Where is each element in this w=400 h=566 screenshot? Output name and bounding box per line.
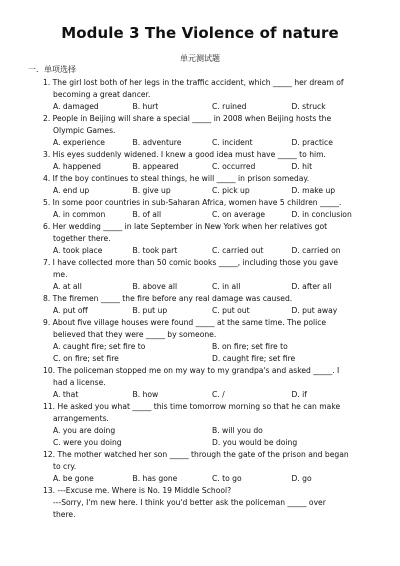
option-a: A. in common — [53, 210, 106, 219]
question-11 — [43, 401, 361, 449]
question-line: 13. ---Excuse me. Where is No. 19 Middle School? — [43, 486, 232, 495]
question-4 — [43, 173, 361, 197]
option-c: C. carried out — [212, 246, 264, 255]
question-5 — [43, 197, 361, 221]
question-stem — [43, 221, 361, 245]
options-row — [43, 473, 361, 485]
options-row — [43, 161, 361, 173]
option-a: A. put off — [53, 306, 88, 315]
question-line: 6. Her wedding _____ in late September in New York when her relatives got — [43, 222, 328, 231]
options-row — [43, 185, 361, 197]
question-line: 4. If the boy continues to steal things, he will _____ in prison someday. — [43, 174, 310, 183]
option-d: D. you would be doing — [212, 438, 298, 447]
question-stem — [43, 365, 361, 389]
question-13 — [43, 485, 361, 521]
option-c: C. in all — [212, 282, 241, 291]
question-2 — [43, 113, 361, 149]
option-c: C. were you doing — [53, 438, 122, 447]
option-d: D. in conclusion — [291, 210, 352, 219]
question-line: 11. He asked you what _____ this time tomorrow morning so that he can make — [43, 402, 341, 411]
question-line: 3. His eyes suddenly widened. I knew a good idea must have _____ to him. — [43, 150, 326, 159]
option-a: A. caught fire; set fire to — [53, 342, 146, 351]
option-a: A. experience — [53, 138, 105, 147]
option-b: B. on fire; set fire to — [212, 342, 288, 351]
option-c: C. ruined — [212, 102, 247, 111]
question-line: 10. The policeman stopped me on my way to my grandpa's and asked _____. I — [43, 366, 340, 375]
question-8 — [43, 293, 361, 317]
question-10 — [43, 365, 361, 401]
question-line: together there. — [53, 234, 111, 243]
question-line: becoming a great dancer. — [53, 90, 151, 99]
option-c: C. to go — [212, 474, 242, 483]
option-c: C. / — [212, 390, 225, 399]
option-a: A. end up — [53, 186, 90, 195]
option-c: C. incident — [212, 138, 253, 147]
option-b: B. how — [132, 390, 159, 399]
question-stem — [43, 197, 361, 209]
options-row — [43, 305, 361, 317]
question-7 — [43, 257, 361, 293]
option-a: A. you are doing — [53, 426, 116, 435]
section-heading: 一．单项选择 — [28, 65, 76, 74]
question-line: 9. About five village houses were found _____ at the same time. The police — [43, 318, 327, 327]
question-line: 7. I have collected more than 50 comic books _____, including those you gave — [43, 258, 339, 267]
question-stem — [43, 149, 361, 161]
option-b: B. above all — [132, 282, 178, 291]
question-line: ---Sorry, I'm new here. I think you'd better ask the policeman _____ over — [53, 498, 326, 507]
question-stem — [43, 317, 361, 341]
option-d: D. practice — [291, 138, 333, 147]
page-subtitle: 单元测试题 — [180, 54, 220, 63]
option-d: D. put away — [291, 306, 338, 315]
question-line: 8. The firemen _____ the fire before any real damage was caused. — [43, 294, 293, 303]
option-c: C. on fire; set fire — [53, 354, 119, 363]
option-a: A. that — [53, 390, 79, 399]
option-b: B. appeared — [132, 162, 179, 171]
question-line: 1. The girl lost both of her legs in the traffic accident, which _____ her dream of — [43, 78, 344, 87]
options-row — [43, 353, 361, 365]
option-d: D. struck — [291, 102, 326, 111]
question-line: 2. People in Beijing will share a special _____ in 2008 when Beijing hosts the — [43, 114, 332, 123]
option-c: C. on average — [212, 210, 266, 219]
option-d: D. make up — [291, 186, 336, 195]
page-title: Module 3 The Violence of nature — [61, 24, 339, 42]
option-c: C. occurred — [212, 162, 256, 171]
question-stem — [43, 257, 361, 281]
option-a: A. be gone — [53, 474, 94, 483]
options-row — [43, 341, 361, 353]
options-row — [43, 437, 361, 449]
question-stem — [43, 401, 361, 425]
option-c: C. put out — [212, 306, 250, 315]
option-b: B. put up — [132, 306, 168, 315]
option-a: A. damaged — [53, 102, 99, 111]
option-b: B. adventure — [132, 138, 182, 147]
option-b: B. took part — [132, 246, 178, 255]
option-d: D. caught fire; set fire — [212, 354, 296, 363]
question-line: there. — [53, 510, 76, 519]
option-b: B. will you do — [212, 426, 263, 435]
option-d: D. go — [291, 474, 312, 483]
question-12 — [43, 449, 361, 485]
question-stem — [43, 485, 361, 521]
question-line: had a license. — [53, 378, 106, 387]
question-stem — [43, 293, 361, 305]
question-list — [43, 77, 361, 521]
question-line: Olympic Games. — [53, 126, 116, 135]
question-stem — [43, 77, 361, 101]
question-1 — [43, 77, 361, 113]
question-6 — [43, 221, 361, 257]
option-b: B. hurt — [132, 102, 159, 111]
option-d: D. after all — [291, 282, 332, 291]
question-line: 12. The mother watched her son _____ through the gate of the prison and began — [43, 450, 349, 459]
options-row — [43, 281, 361, 293]
question-stem — [43, 113, 361, 137]
option-b: B. give up — [132, 186, 171, 195]
options-row — [43, 101, 361, 113]
question-line: to cry. — [53, 462, 77, 471]
option-a: A. took place — [53, 246, 103, 255]
option-a: A. at all — [53, 282, 82, 291]
question-9 — [43, 317, 361, 365]
question-line: 5. In some poor countries in sub-Saharan Africa, women have 5 children _____. — [43, 198, 342, 207]
question-line: me. — [53, 270, 68, 279]
question-3 — [43, 149, 361, 173]
option-d: D. if — [291, 390, 307, 399]
options-row — [43, 389, 361, 401]
options-row — [43, 245, 361, 257]
question-stem — [43, 173, 361, 185]
option-b: B. has gone — [132, 474, 178, 483]
option-a: A. happened — [53, 162, 101, 171]
option-b: B. of all — [132, 210, 162, 219]
options-row — [43, 209, 361, 221]
question-stem — [43, 449, 361, 473]
options-row — [43, 425, 361, 437]
question-line: arrangements. — [53, 414, 109, 423]
option-d: D. carried on — [291, 246, 341, 255]
option-d: D. hit — [291, 162, 313, 171]
question-line: believed that they were _____ by someone. — [53, 330, 217, 339]
options-row — [43, 137, 361, 149]
option-c: C. pick up — [212, 186, 250, 195]
